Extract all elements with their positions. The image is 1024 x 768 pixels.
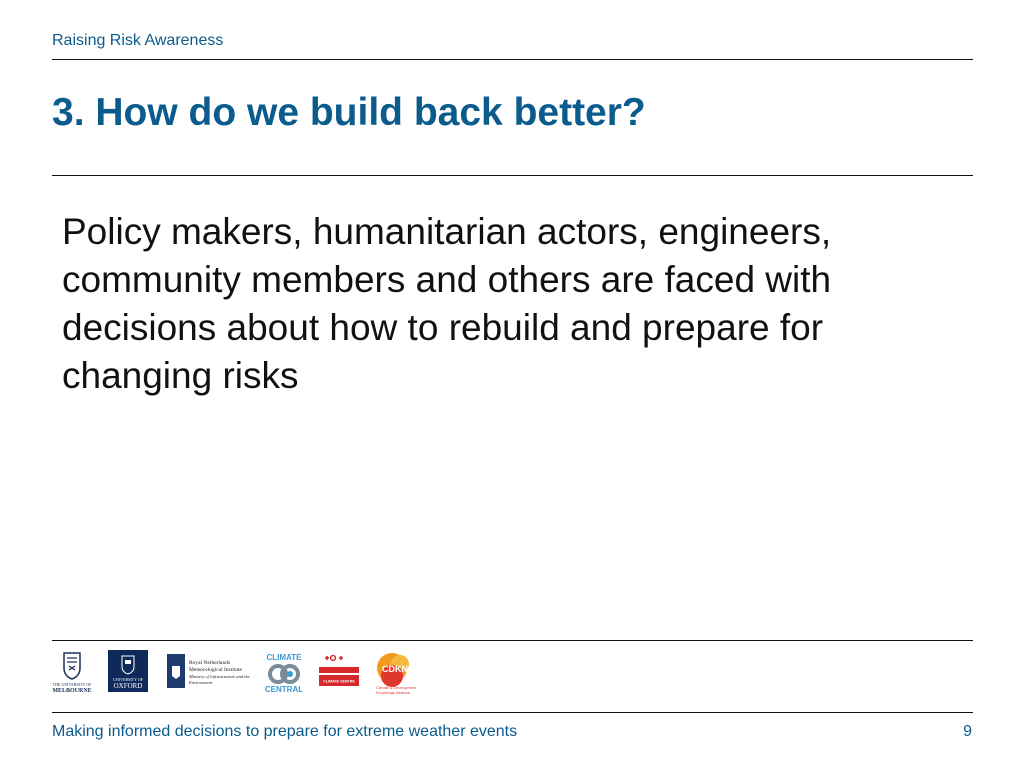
svg-text:CLIMATE CENTRE: CLIMATE CENTRE — [323, 679, 355, 684]
svg-text:CDKN: CDKN — [382, 664, 408, 674]
university-of-melbourne-logo — [52, 650, 92, 694]
partner-logos — [52, 650, 452, 700]
top-divider — [52, 59, 973, 60]
footer-text: Making informed decisions to prepare for extreme weather events — [52, 723, 518, 740]
slide-body-text: Policy makers, humanitarian actors, engineers, community members and others are faced with decisions about how to rebuild and prepare for changing risks — [62, 211, 832, 396]
page-number: 9 — [963, 723, 972, 740]
svg-text:MELBOURNE: MELBOURNE — [52, 688, 92, 694]
svg-text:UNIVERSITY OF: UNIVERSITY OF — [113, 677, 143, 682]
cdkn-logo — [372, 650, 420, 696]
knmi-logo — [167, 650, 252, 694]
svg-text:Climate & Development: Climate & Development — [376, 686, 416, 690]
svg-text:Knowledge Network: Knowledge Network — [376, 691, 410, 695]
svg-text:THE UNIVERSITY OF: THE UNIVERSITY OF — [52, 682, 92, 687]
svg-text:Royal Netherlands: Royal Netherlands — [189, 660, 231, 666]
svg-text:Meteorological Institute: Meteorological Institute — [189, 667, 242, 673]
logo-divider — [52, 640, 973, 641]
title-divider — [52, 175, 973, 176]
svg-text:Ministry of Infrastructure and: Ministry of Infrastructure and the — [189, 674, 250, 679]
red-cross-climate-centre-logo — [319, 650, 361, 692]
section-label: Raising Risk Awareness — [52, 32, 224, 49]
svg-text:CENTRAL: CENTRAL — [264, 685, 304, 694]
climate-central-logo — [262, 650, 306, 696]
university-of-oxford-logo — [108, 650, 148, 692]
svg-text:Environment: Environment — [189, 680, 213, 685]
footer-divider — [52, 712, 973, 713]
svg-text:OXFORD: OXFORD — [113, 682, 143, 690]
svg-text:CLIMATE: CLIMATE — [266, 653, 302, 662]
slide-title: 3. How do we build back better? — [52, 91, 646, 134]
